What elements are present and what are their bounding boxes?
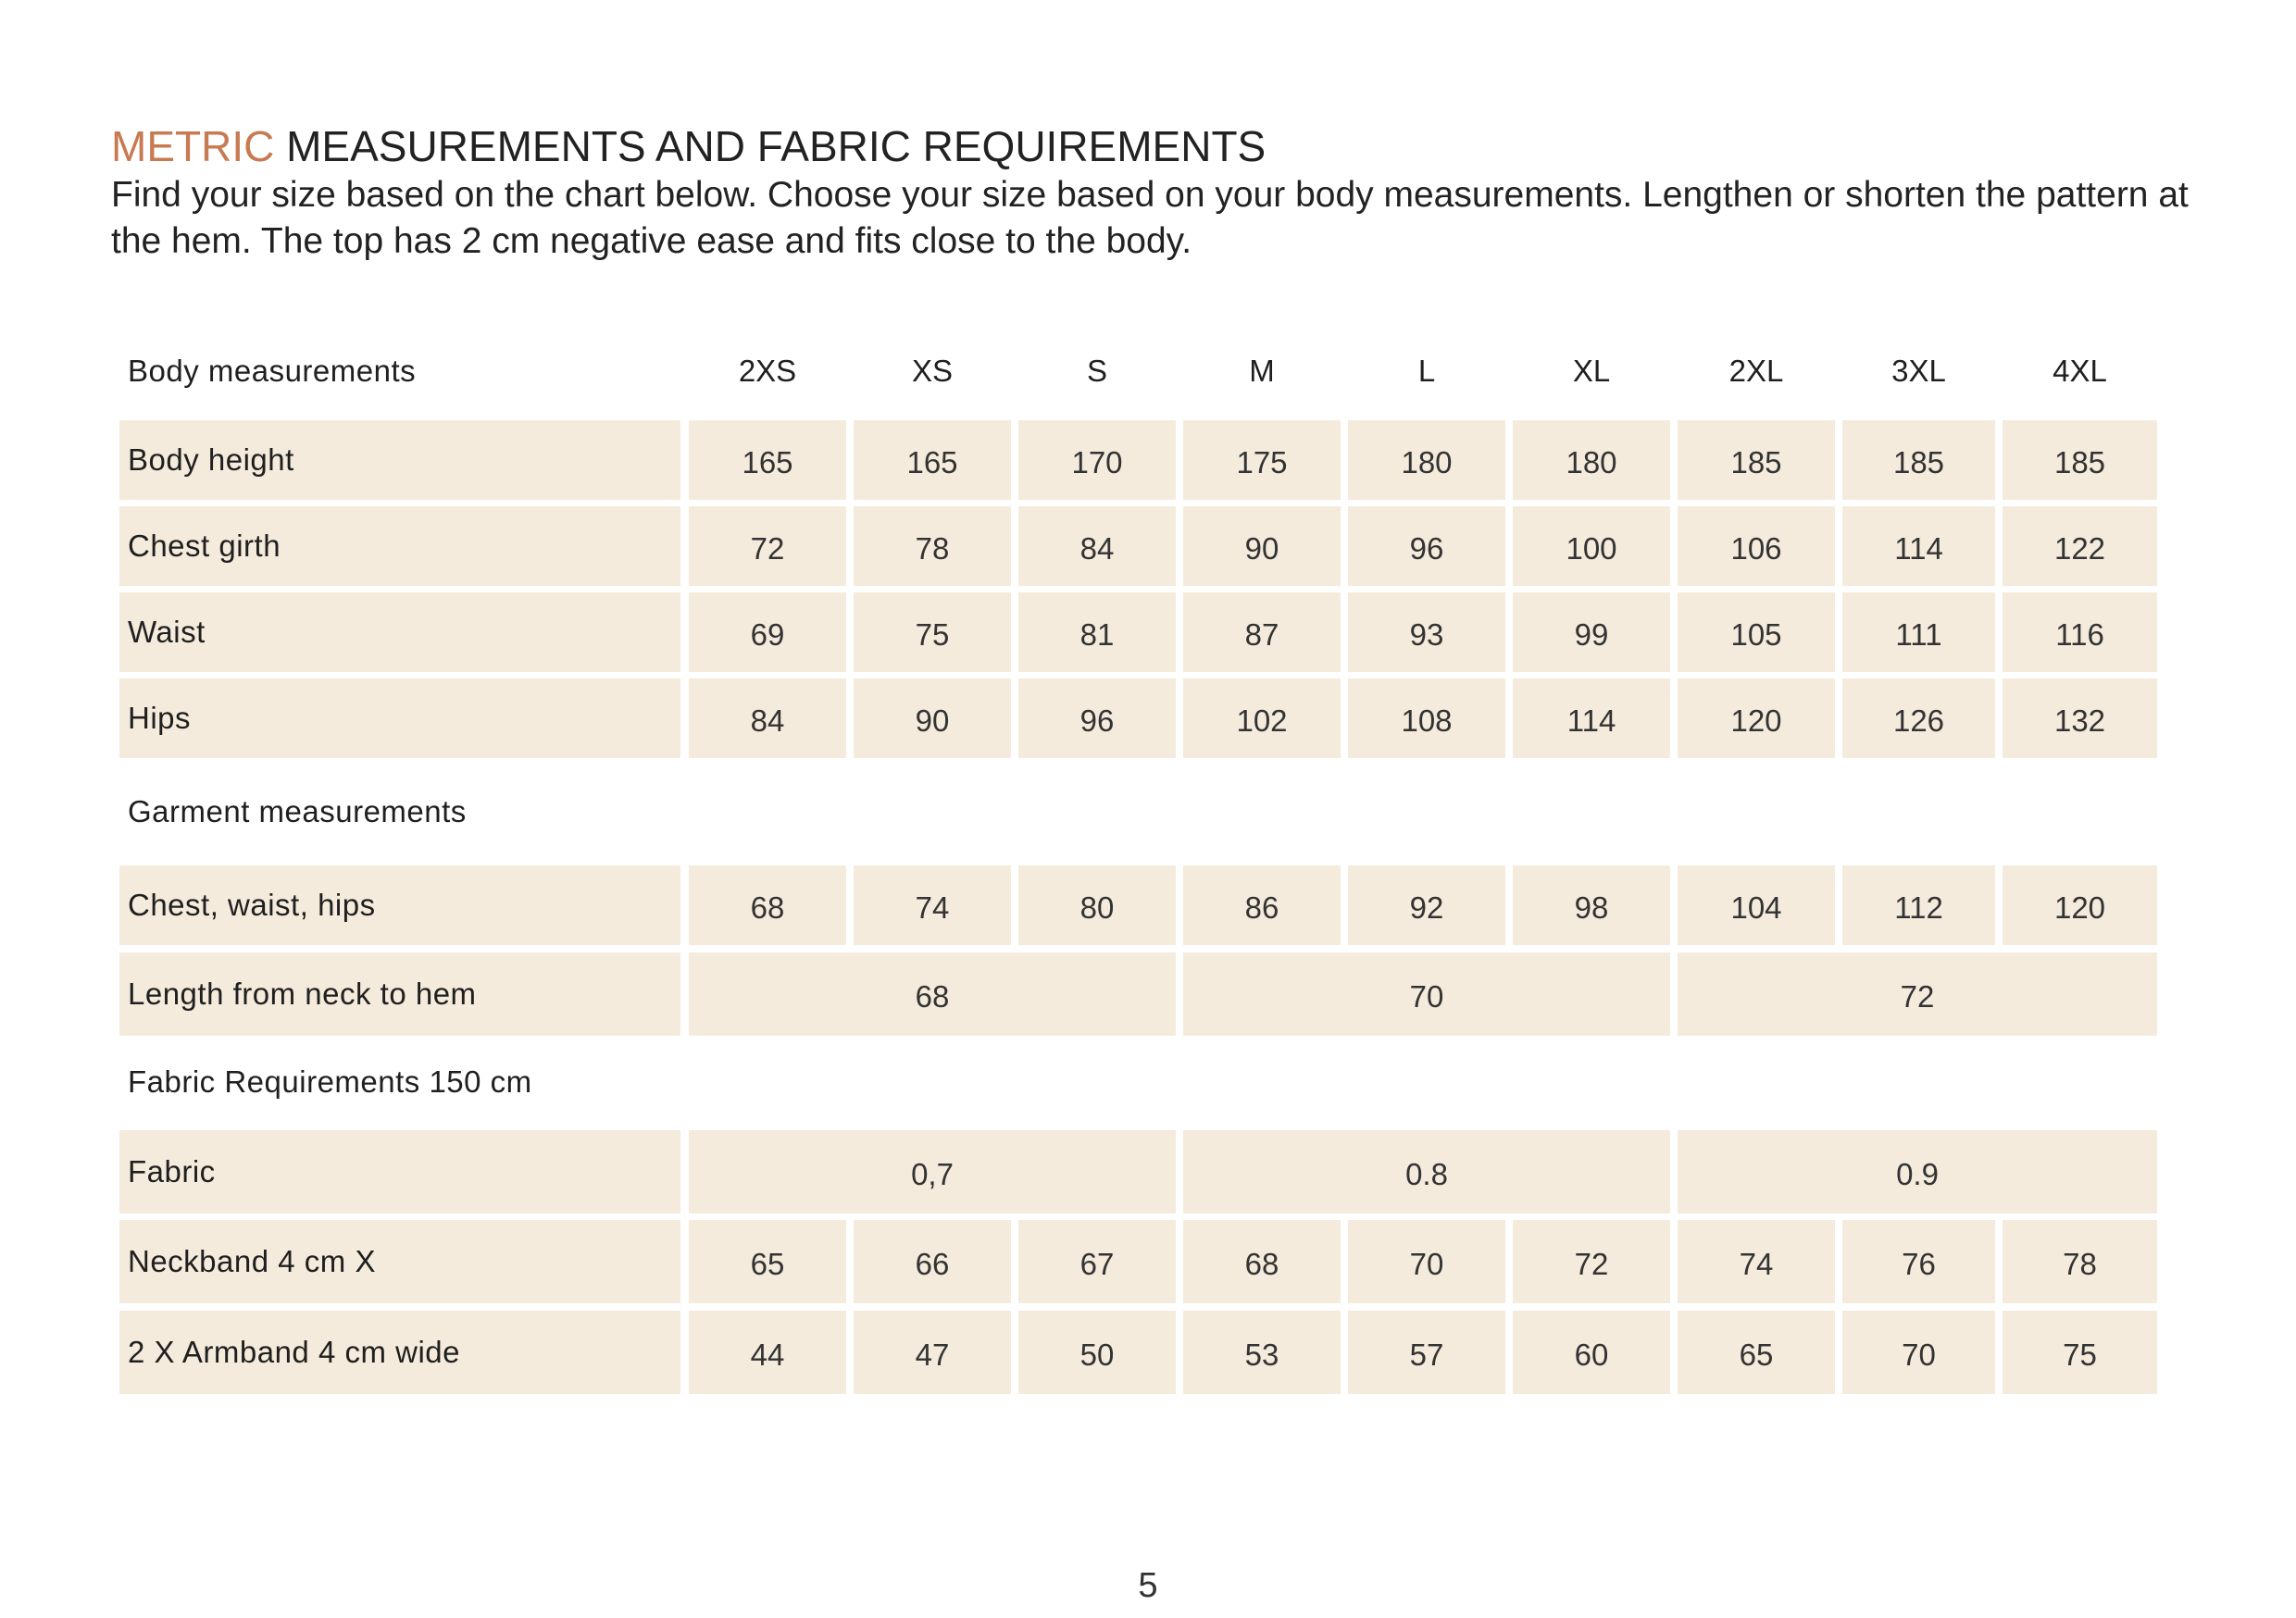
- table-cell: 175: [1183, 420, 1341, 500]
- table-cell-merged: 68: [689, 952, 1176, 1036]
- table-cell: 70: [1348, 1220, 1505, 1303]
- table-cell: 100: [1513, 506, 1670, 586]
- row-label: Hips: [119, 678, 680, 758]
- size-header-xl: XL: [1572, 354, 1611, 388]
- table-cell-merged: 70: [1183, 952, 1670, 1036]
- table-cell: 74: [854, 865, 1011, 945]
- table-cell: 53: [1183, 1311, 1341, 1394]
- section-title: Body measurements: [128, 354, 417, 388]
- table-cell: 81: [1018, 592, 1176, 672]
- table-cell: 126: [1842, 678, 1995, 758]
- section-title: Garment measurements: [128, 794, 467, 828]
- table-cell: 114: [1513, 678, 1670, 758]
- table-cell: 68: [689, 865, 846, 945]
- table-cell: 50: [1018, 1311, 1176, 1394]
- size-header-2xl: 2XL: [1728, 354, 1784, 388]
- intro-text: Find your size based on the chart below. Choose your size based on your body measurements. Lengthen or shorten the pattern at the hem. The top has 2 cm negative ease and fits close to the body.: [111, 175, 2189, 261]
- table-cell: 185: [1842, 420, 1995, 500]
- table-cell: 120: [2003, 865, 2157, 945]
- size-header-4xl: 4XL: [2053, 354, 2107, 388]
- table-cell: 57: [1348, 1311, 1505, 1394]
- table-cell: 75: [854, 592, 1011, 672]
- section-title: Fabric Requirements 150 cm: [128, 1064, 532, 1099]
- table-cell: 102: [1183, 678, 1341, 758]
- table-cell: 170: [1018, 420, 1176, 500]
- table-cell: 90: [854, 678, 1011, 758]
- table-cell: 120: [1678, 678, 1835, 758]
- table-cell-merged: 0,7: [689, 1130, 1176, 1214]
- table-cell: 78: [2003, 1220, 2157, 1303]
- table-cell: 65: [1678, 1311, 1835, 1394]
- table-cell: 106: [1678, 506, 1835, 586]
- title-accent: METRIC: [111, 122, 275, 170]
- row-label: 2 X Armband 4 cm wide: [119, 1311, 680, 1394]
- table-cell-merged: 72: [1678, 952, 2157, 1036]
- row-label: Chest girth: [119, 506, 680, 586]
- table-cell: 132: [2003, 678, 2157, 758]
- table-cell: 84: [689, 678, 846, 758]
- table-cell: 80: [1018, 865, 1176, 945]
- table-cell: 108: [1348, 678, 1505, 758]
- title-rest: MEASUREMENTS AND FABRIC REQUIREMENTS: [274, 122, 1267, 170]
- row-label: Neckband 4 cm X: [119, 1220, 680, 1303]
- table-cell: 72: [689, 506, 846, 586]
- table-cell: 93: [1348, 592, 1505, 672]
- table-cell: 180: [1513, 420, 1670, 500]
- table-cell: 112: [1842, 865, 1995, 945]
- table-cell: 114: [1842, 506, 1995, 586]
- table-cell: 180: [1348, 420, 1505, 500]
- size-header-3xl: 3XL: [1891, 354, 1946, 388]
- table-cell: 99: [1513, 592, 1670, 672]
- table-cell-merged: 0.8: [1183, 1130, 1670, 1214]
- table-cell: 185: [1678, 420, 1835, 500]
- table-cell: 96: [1018, 678, 1176, 758]
- table-cell: 60: [1513, 1311, 1670, 1394]
- table-cell: 47: [854, 1311, 1011, 1394]
- table-cell: 185: [2003, 420, 2157, 500]
- row-label: Fabric: [119, 1130, 680, 1214]
- table-cell: 75: [2003, 1311, 2157, 1394]
- table-cell-merged: 0.9: [1678, 1130, 2157, 1214]
- row-label: Body height: [119, 420, 680, 500]
- row-label: Chest, waist, hips: [119, 865, 680, 945]
- table-cell: 67: [1018, 1220, 1176, 1303]
- row-label: Length from neck to hem: [119, 952, 680, 1036]
- table-cell: 122: [2003, 506, 2157, 586]
- table-cell: 111: [1842, 592, 1995, 672]
- table-cell: 65: [689, 1220, 846, 1303]
- page-title: [111, 118, 1266, 174]
- table-cell: 90: [1183, 506, 1341, 586]
- table-cell: 116: [2003, 592, 2157, 672]
- table-cell: 86: [1183, 865, 1341, 945]
- table-cell: 69: [689, 592, 846, 672]
- table-cell: 165: [689, 420, 846, 500]
- table-cell: 72: [1513, 1220, 1670, 1303]
- table-cell: 70: [1842, 1311, 1995, 1394]
- table-cell: 78: [854, 506, 1011, 586]
- table-cell: 96: [1348, 506, 1505, 586]
- table-cell: 44: [689, 1311, 846, 1394]
- table-cell: 98: [1513, 865, 1670, 945]
- size-header-s: S: [1086, 354, 1107, 388]
- table-cell: 68: [1183, 1220, 1341, 1303]
- size-header-m: M: [1249, 354, 1275, 388]
- table-cell: 74: [1678, 1220, 1835, 1303]
- table-cell: 84: [1018, 506, 1176, 586]
- row-label: Waist: [119, 592, 680, 672]
- table-cell: 92: [1348, 865, 1505, 945]
- table-cell: 76: [1842, 1220, 1995, 1303]
- size-header-l: L: [1417, 354, 1436, 388]
- table-cell: 105: [1678, 592, 1835, 672]
- table-cell: 66: [854, 1220, 1011, 1303]
- table-cell: 165: [854, 420, 1011, 500]
- size-header-2xs: 2XS: [738, 354, 797, 388]
- table-cell: 104: [1678, 865, 1835, 945]
- table-cell: 87: [1183, 592, 1341, 672]
- page-number: 5: [1138, 1566, 1158, 1605]
- size-header-xs: XS: [911, 354, 954, 388]
